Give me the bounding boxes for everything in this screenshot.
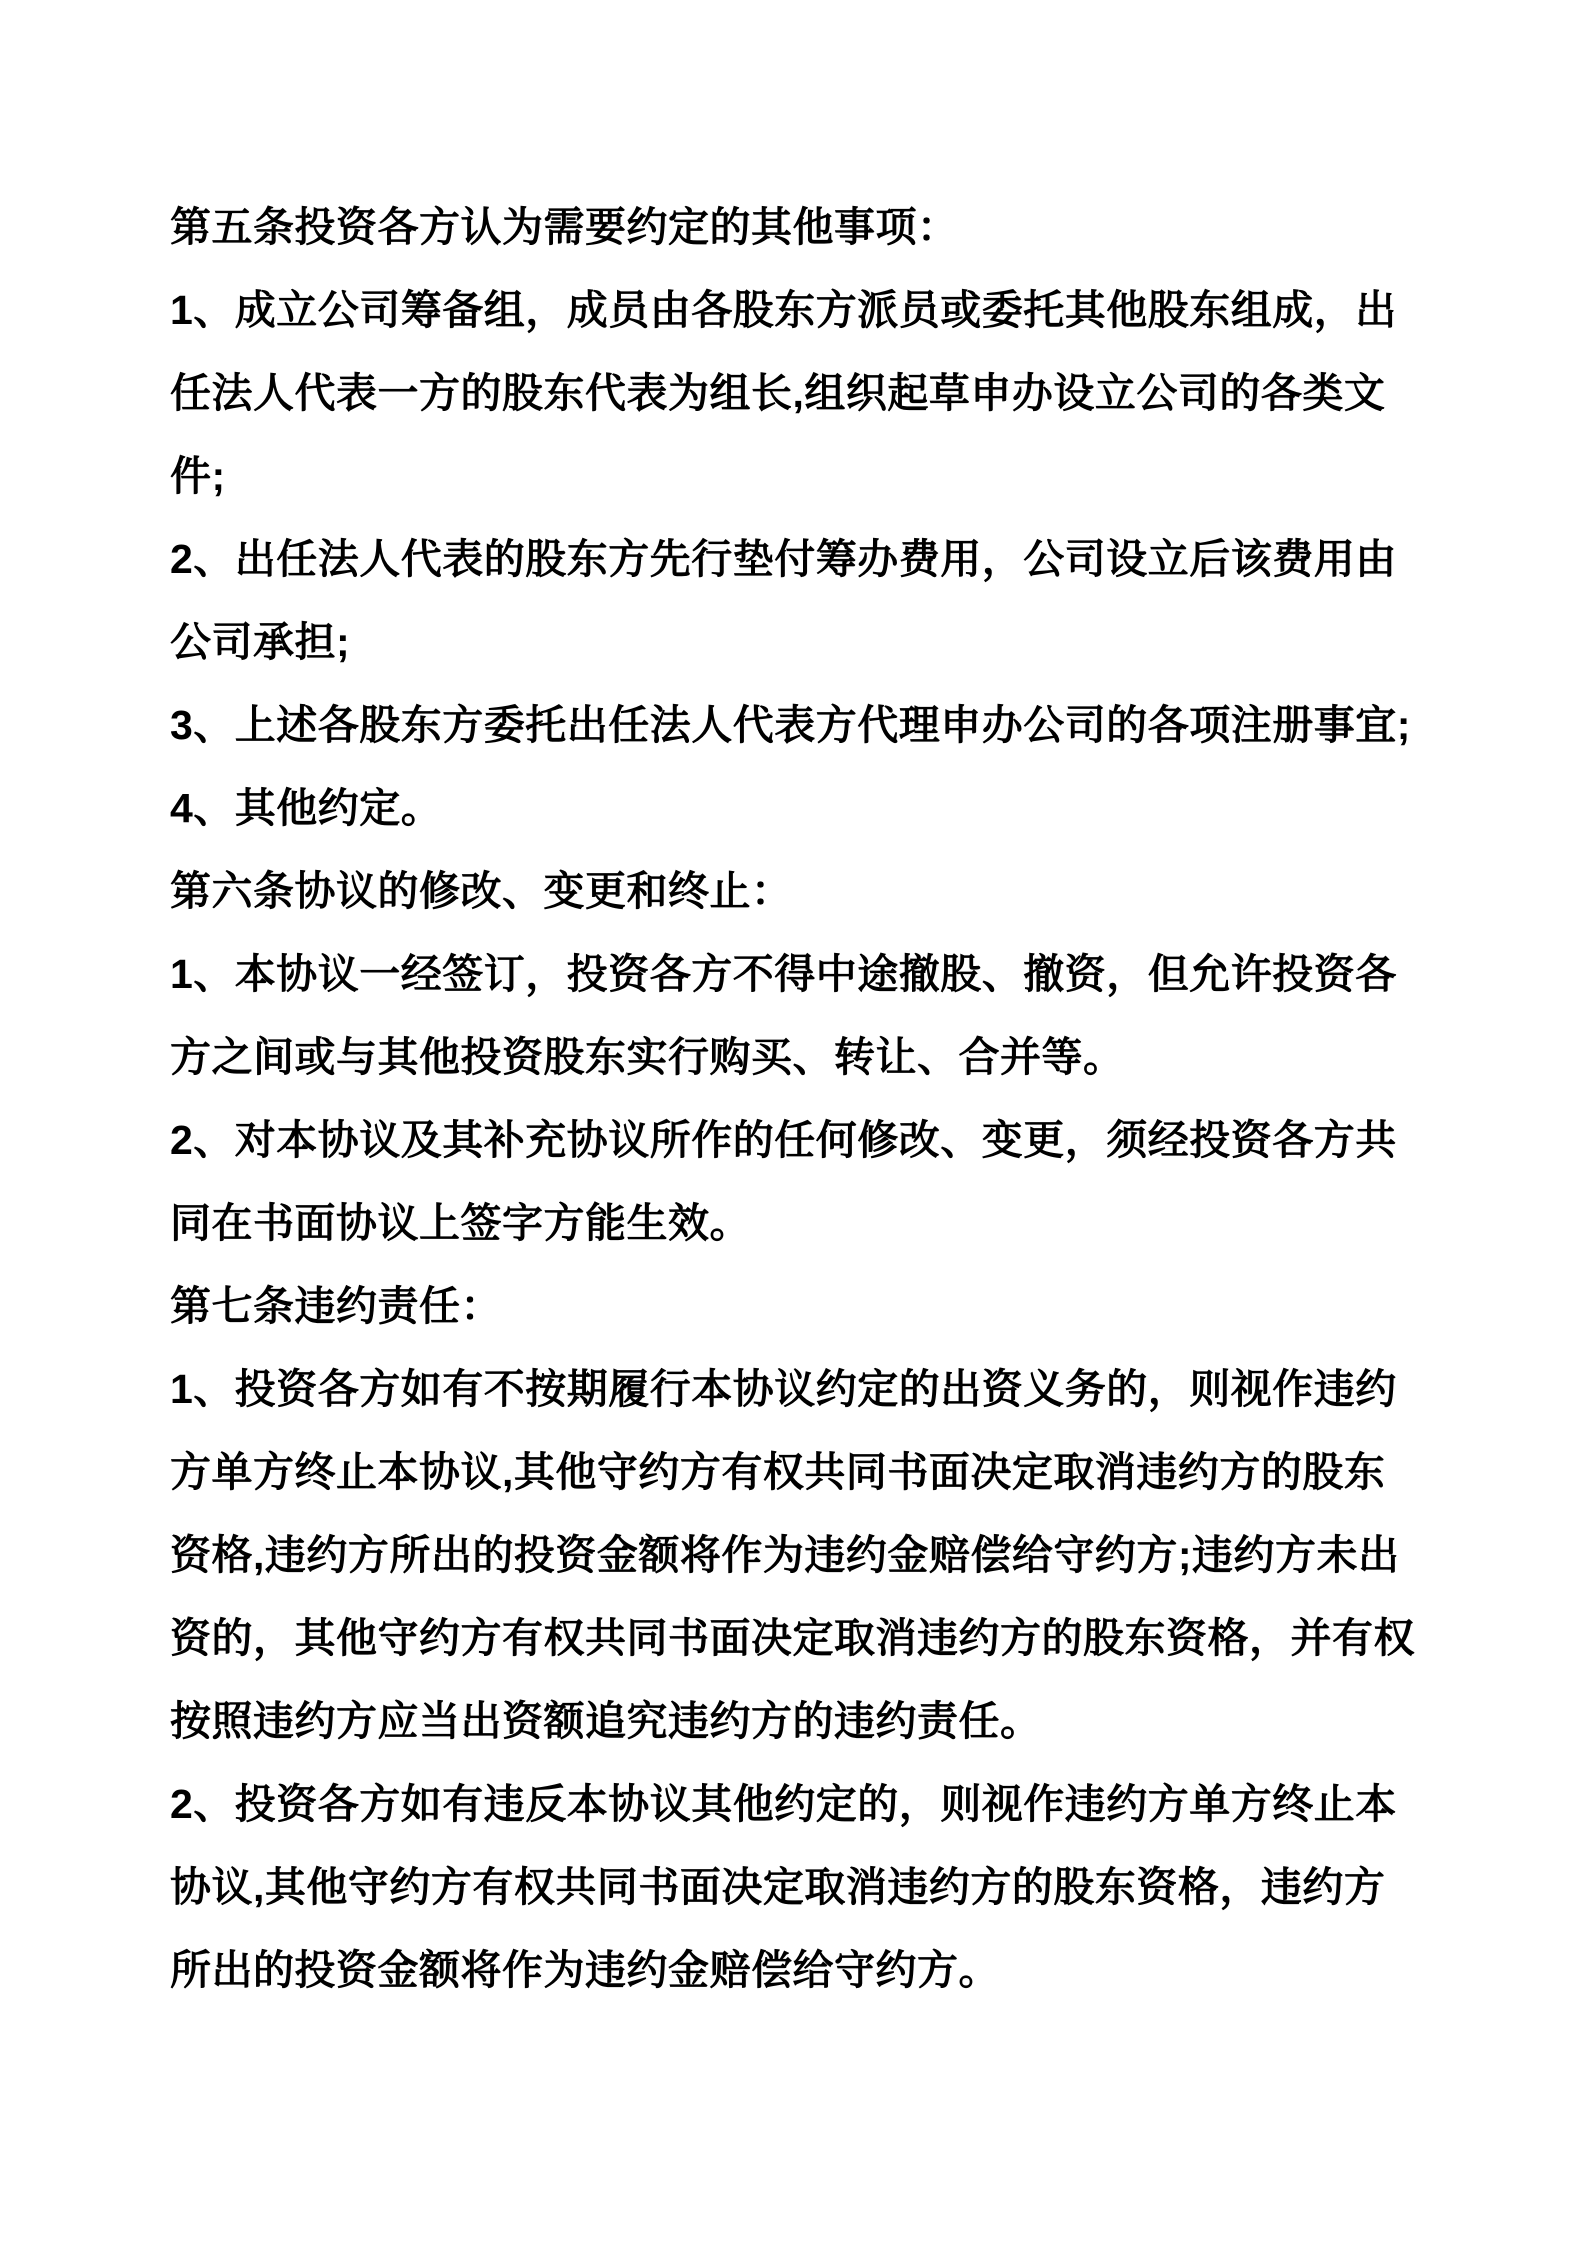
text-line: 2、对本协议及其补充协议所作的任何修改、变更，须经投资各方共: [170, 1117, 1397, 1163]
document-body: [170, 186, 1432, 2012]
text-line: 公司承担;: [170, 619, 351, 665]
text-line: 任法人代表一方的股东代表为组长,组织起草申办设立公司的各类文: [170, 370, 1386, 416]
text-line: 4、其他约定。: [170, 785, 443, 831]
text-line: 1、本协议一经签订，投资各方不得中途撤股、撤资，但允许投资各: [170, 951, 1397, 997]
text-line: 第六条协议的修改、变更和终止：: [170, 868, 793, 914]
text-line: 1、成立公司筹备组，成员由各股东方派员或委托其他股东组成，出: [170, 287, 1397, 333]
text-line: 方之间或与其他投资股东实行购买、转让、合并等。: [170, 1034, 1125, 1080]
text-line: 件;: [170, 453, 226, 499]
text-line: 方单方终止本协议,其他守约方有权共同书面决定取消违约方的股东: [170, 1449, 1386, 1495]
text-line: 同在书面协议上签字方能生效。: [170, 1200, 751, 1246]
text-line: 第七条违约责任：: [170, 1283, 502, 1329]
text-line: 协议,其他守约方有权共同书面决定取消违约方的股东资格，违约方: [170, 1864, 1386, 1910]
text-line: 1、投资各方如有不按期履行本协议约定的出资义务的，则视作违约: [170, 1366, 1397, 1412]
text-line: 2、投资各方如有违反本协议其他约定的，则视作违约方单方终止本: [170, 1781, 1397, 1827]
text-line: 2、出任法人代表的股东方先行垫付筹办费用，公司设立后该费用由: [170, 536, 1397, 582]
text-line: 第五条投资各方认为需要约定的其他事项：: [170, 204, 959, 250]
text-line: 资格,违约方所出的投资金额将作为违约金赔偿给守约方;违约方未出: [170, 1532, 1400, 1578]
text-line: 3、上述各股东方委托出任法人代表方代理申办公司的各项注册事宜;: [170, 702, 1411, 748]
text-line: 所出的投资金额将作为违约金赔偿给守约方。: [170, 1947, 1000, 1993]
text-line: 资的，其他守约方有权共同书面决定取消违约方的股东资格，并有权: [170, 1615, 1415, 1661]
text-line: 按照违约方应当出资额追究违约方的违约责任。: [170, 1698, 1042, 1744]
